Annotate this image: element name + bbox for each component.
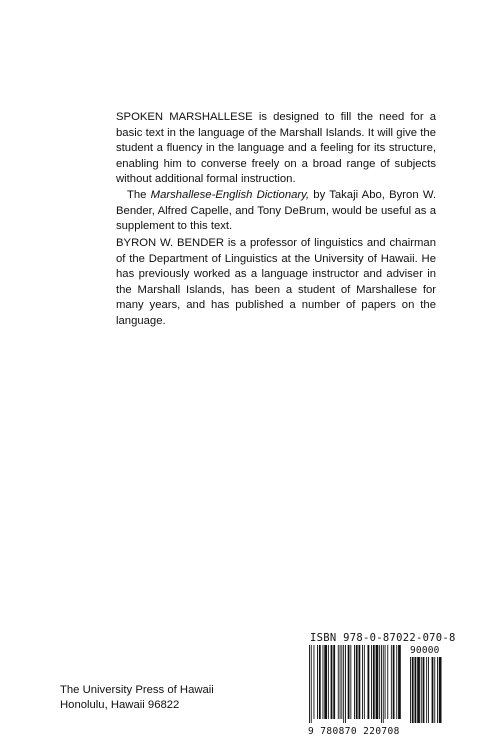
barcode-digits: 9 780870 220708 (308, 726, 400, 737)
addon-barcode (409, 657, 442, 727)
author-bio (116, 236, 436, 330)
author-bio-text: BYRON W. BENDER is a professor of linguistics and chairman of the Department of Linguistics at the University of Hawaii. He has previously worked as a language instructor and adviser in the Marshall Islands, has been a student of Marshallese for many years, and has published a number of papers on the language. (116, 237, 436, 327)
publisher-block (60, 683, 214, 713)
barcode-addon-digits: 90000 (410, 645, 440, 656)
description-paragraph-1 (116, 110, 436, 188)
description-paragraph-2 (116, 188, 436, 235)
publisher-address: Honolulu, Hawaii 96822 (60, 699, 180, 711)
ean-barcode (308, 645, 408, 727)
publisher-name: The University Press of Hawaii (60, 684, 214, 696)
book-title-caps: SPOKEN MARSHALLESE (116, 111, 253, 123)
isbn-label: ISBN 978-0-87022-070-8 (310, 632, 456, 644)
description-text-2-rest: by Takaji Abo, Byron W. Bender, Alfred Capelle, and Tony DeBrum, would be useful as a supplement to this text. (116, 188, 436, 233)
book-description (116, 110, 436, 235)
barcode (308, 645, 442, 737)
dictionary-title: Marshallese-English Dictionary, (150, 188, 310, 201)
description-text-1: is designed to fill the need for a basic text in the language of the Marshall Islands. It will give the student a fluency in the language and a feeling for its structure, enabling him to converse freely on a broad range of subjects without additional formal instruction. (116, 111, 436, 186)
description-text-2-pre: The (127, 188, 151, 201)
